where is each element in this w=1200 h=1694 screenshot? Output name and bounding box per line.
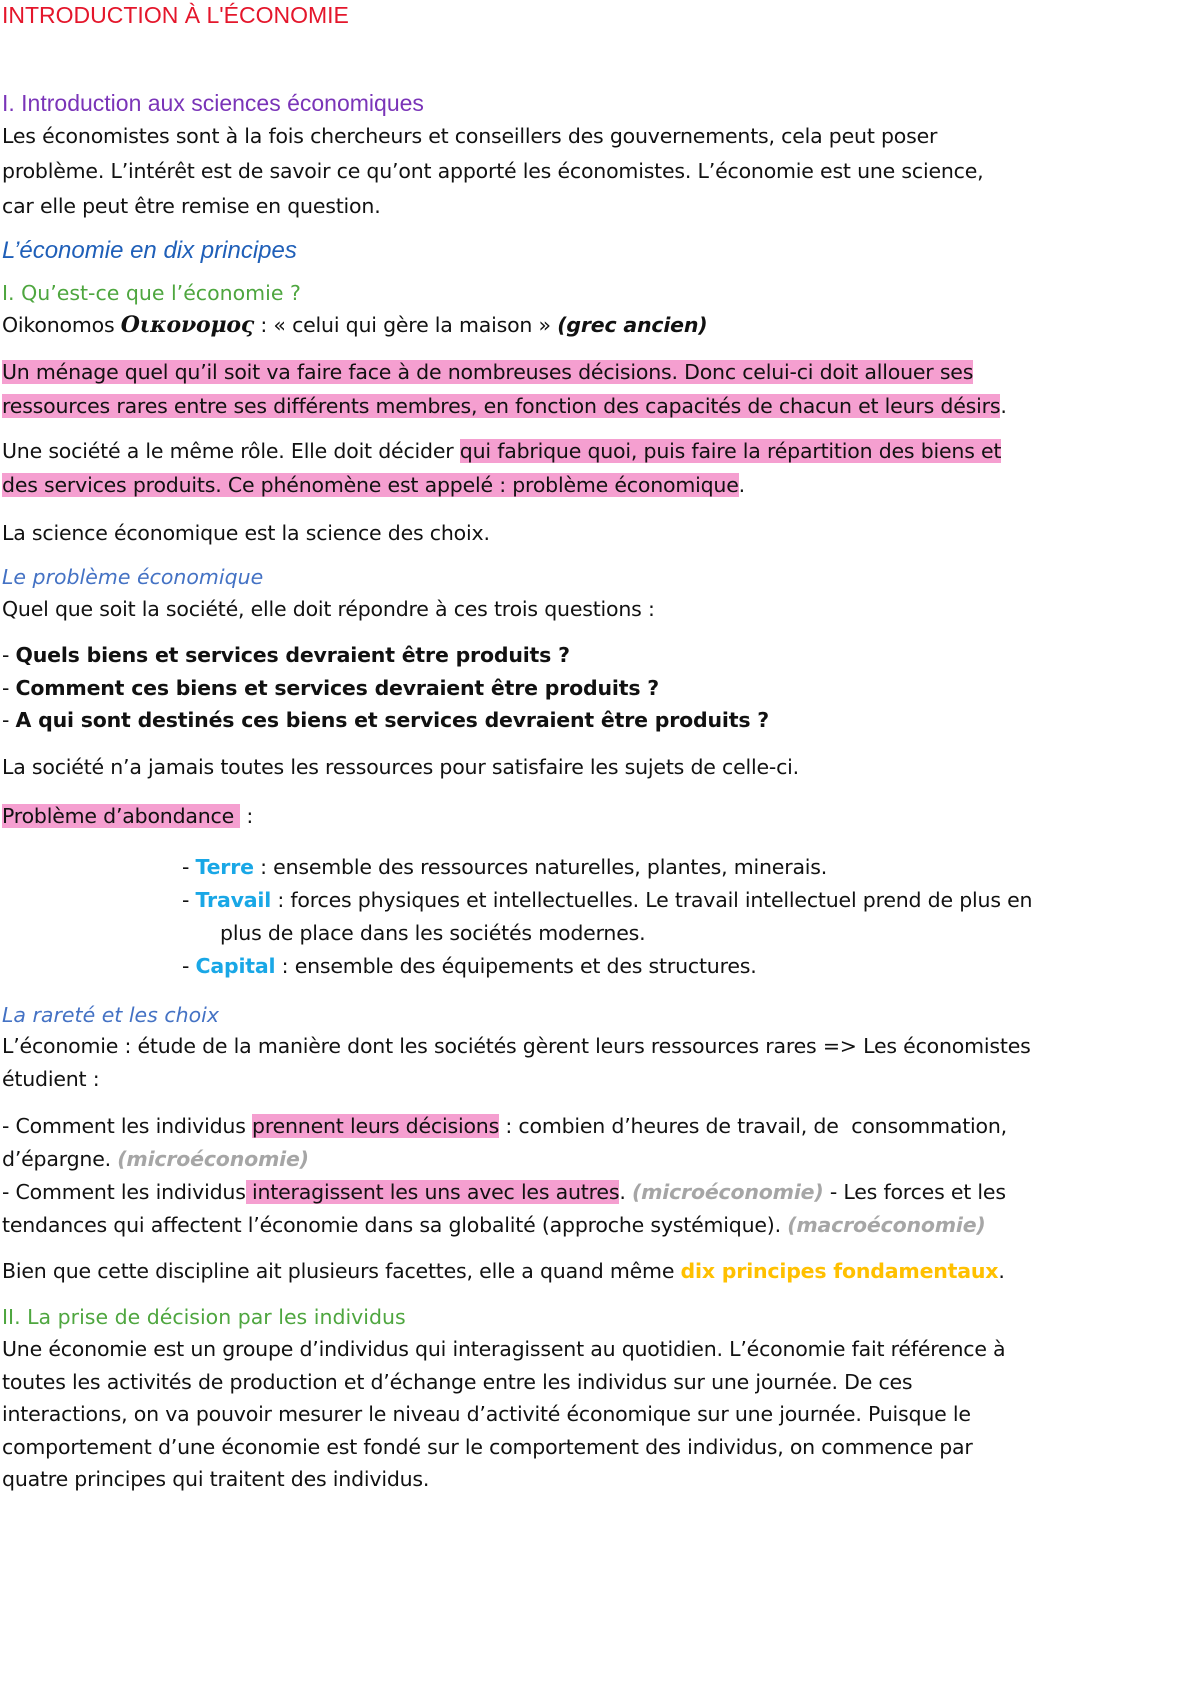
societe-end: . xyxy=(738,473,745,497)
probleme-intro: Quel que soit la société, elle doit répondre à ces trois questions : xyxy=(2,597,655,621)
menage-end: . xyxy=(1000,394,1007,418)
factor-name: Capital xyxy=(195,954,276,978)
paragraph-line: Une économie est un groupe d’individus qui interagissent au quotidien. L’économie fait référence à xyxy=(2,1337,1006,1361)
principles-heading: L’économie en dix principes xyxy=(2,237,297,264)
societe-highlight-1: qui fabrique quoi, puis faire la répartition des biens et xyxy=(459,439,1002,463)
principes-line: Bien que cette discipline ait plusieurs facettes, elle a quand même dix principes fondamentaux. xyxy=(2,1259,1005,1283)
rarete-heading: La rareté et les choix xyxy=(2,1003,220,1027)
paragraph-line: comportement d’une économie est fondé sur le comportement des individus, on commence par xyxy=(2,1434,973,1459)
paragraph-line: quatre principes qui traitent des individus. xyxy=(2,1467,430,1491)
abondance-line xyxy=(2,799,1112,834)
paragraph-line: toutes les activités de production et d’échange entre les individus sur une journée. De ces xyxy=(2,1369,913,1394)
menage-highlight-line-2: ressources rares entre ses différents membres, en fonction des capacités de chacun et leurs désirs xyxy=(2,394,1001,418)
rarete-paragraph: L’économie : étude de la manière dont les sociétés gèrent leurs ressources rares => Les économistes étudient : xyxy=(2,1034,1031,1091)
societe-highlight-2: des services produits. Ce phénomène est appelé : problème économique xyxy=(2,473,739,497)
oikonomos-language: (grec ancien) xyxy=(557,313,708,337)
oikonomos-greek: Οικονομος xyxy=(120,312,255,338)
list-item: - Comment les individus prennent leurs décisions : combien d’heures de travail, de consommation, xyxy=(2,1114,1007,1138)
menage-highlight-line-1: Un ménage quel qu’il soit va faire face à de nombreuses décisions. Donc celui-ci doit allouer ses xyxy=(2,360,974,384)
paragraph-line: problème. L’intérêt est de savoir ce qu’ont apporté les économistes. L’économie est une science, xyxy=(2,159,984,183)
list-item: - Capital : ensemble des équipements et des structures. xyxy=(182,954,757,978)
macroeconomie-note: (macroéconomie) xyxy=(787,1213,986,1237)
section-2-heading: II. La prise de décision par les individus xyxy=(2,1305,406,1329)
ressources-line: La société n’a jamais toutes les ressources pour satisfaire les sujets de celle-ci. xyxy=(2,755,799,779)
societe-start: Une société a le même rôle. Elle doit décider xyxy=(2,439,460,463)
oikonomos-definition: : « celui qui gère la maison » xyxy=(254,313,558,337)
science-line: La science économique est la science des choix. xyxy=(2,521,490,545)
paragraph-line: car elle peut être remise en question. xyxy=(2,194,381,218)
factor-name: Travail xyxy=(195,888,272,912)
question-1-heading: I. Qu’est-ce que l’économie ? xyxy=(2,281,301,305)
dix-principes-highlight: dix principes fondamentaux xyxy=(680,1259,999,1283)
probleme-heading: Le problème économique xyxy=(2,565,264,589)
questions-list xyxy=(2,639,1112,737)
list-item: - A qui sont destinés ces biens et services devraient être produits ? xyxy=(2,708,769,732)
paragraph-line: Les économistes sont à la fois chercheurs et conseillers des gouvernements, cela peut poser xyxy=(2,124,938,148)
list-item: - Quels biens et services devraient être produits ? xyxy=(2,643,570,667)
factors-list xyxy=(182,851,1102,983)
microeconomie-note: (microéconomie) xyxy=(631,1180,824,1204)
oikonomos-word: Oikonomos xyxy=(2,313,115,337)
section-2-paragraph xyxy=(2,1333,1112,1496)
list-item: - Comment ces biens et services devraient être produits ? xyxy=(2,675,659,700)
abondance-colon: : xyxy=(240,804,254,828)
list-item: - Travail : forces physiques et intellectuelles. Le travail intellectuel prend de plus en xyxy=(182,888,1033,912)
document-title: INTRODUCTION À L'ÉCONOMIE xyxy=(2,2,349,28)
list-item-continuation: plus de place dans les sociétés modernes. xyxy=(220,921,646,945)
section-1-heading: I. Introduction aux sciences économiques xyxy=(2,90,424,116)
microeconomie-note: (microéconomie) xyxy=(117,1147,309,1171)
interactions-highlight: interagissent les uns avec les autres xyxy=(245,1180,620,1204)
paragraph-line: interactions, on va pouvoir mesurer le niveau d’activité économique sur une journée. Puisque le xyxy=(2,1402,971,1426)
societe-paragraph xyxy=(2,434,1112,502)
rarete-list: - Comment les individus prennent leurs décisions : combien d’heures de travail, de consommation, d’épargne. (microéconomie) - Comment les individus interagissent les uns avec les autres. (microéconomie) - Les forces et les tendances qui affectent l’économie dans sa globalité (approche systémique). (macroéconomie) xyxy=(2,1110,1112,1242)
oikonomos-line xyxy=(2,308,1112,343)
decisions-highlight: prennent leurs décisions xyxy=(252,1114,500,1138)
abondance-label: Problème d’abondance xyxy=(2,804,240,828)
list-item: - Comment les individus interagissent les uns avec les autres. (microéconomie) - Les forces et les xyxy=(2,1180,1006,1204)
section-1-paragraph xyxy=(2,119,1112,224)
list-item: - Terre : ensemble des ressources naturelles, plantes, minerais. xyxy=(182,855,828,879)
menage-paragraph xyxy=(2,355,1112,423)
factor-name: Terre xyxy=(195,855,254,879)
